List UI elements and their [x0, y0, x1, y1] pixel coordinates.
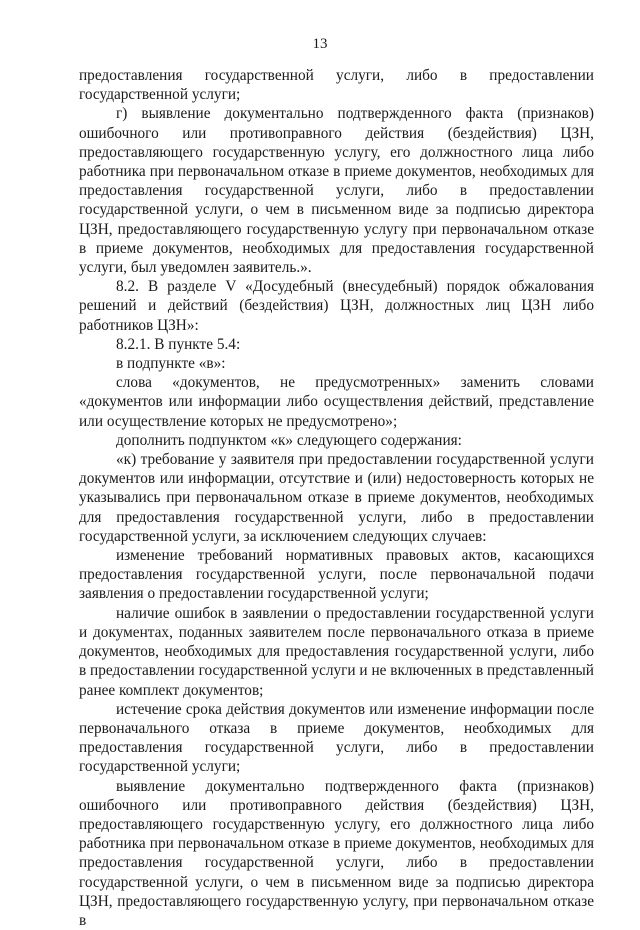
paragraph-5: в подпункте «в»:	[116, 355, 226, 373]
paragraph-3: 8.2. В разделе V «Досудебный (внесудебный) порядок обжалования решений и действий (бездействия) ЦЗН, должностных лиц ЦЗН либо работников ЦЗН»:	[79, 278, 594, 334]
paragraph-12: выявление документально подтвержденного факта (признаков) ошибочного или противоправного действия (бездействия) ЦЗН, предоставляющего государственную услугу, его должностного лица либо работника при первоначальном отказе в приеме документов, необходимых для предоставления государственной услуги, либо в предоставлении государственной услуги, о чем в письменном виде за подписью директора ЦЗН, предоставляющего государственную услугу, при первоначальном отказе в	[79, 777, 594, 929]
paragraph-8: «к) требование у заявителя при предоставлении государственной услуги документов или информации, отсутствие и (или) недостоверность которых не указывались при первоначальном отказе в приеме документов, необходимых для предоставления государственной услуги, либо в предоставлении государственной услуги, за исключением следующих случаев:	[79, 451, 594, 545]
paragraph-4: 8.2.1. В пункте 5.4:	[116, 335, 241, 353]
document-body	[79, 66, 594, 930]
paragraph-7: дополнить подпунктом «к» следующего содержания:	[116, 431, 462, 449]
paragraph-9: изменение требований нормативных правовых актов, касающихся предоставления государственной услуги, после первоначальной подачи заявления о предоставлении государственной услуги;	[79, 547, 594, 603]
page-number: 13	[312, 36, 328, 52]
paragraph-6: слова «документов, не предусмотренных» заменить словами «документов или информации либо осуществления действий, представление или осуществление которых не предусмотрено»;	[79, 374, 594, 430]
paragraph-11: истечение срока действия документов или изменение информации после первоначального отказа в приеме документов, необходимых для предоставления государственной услуги, либо в предоставлении государственной услуги;	[79, 700, 594, 776]
paragraph-10: наличие ошибок в заявлении о предоставлении государственной услуги и документах, поданных заявителем после первоначального отказа в приеме документов, необходимых для предоставления государственной услуги, либо в предоставлении государственной услуги и не включенных в представленный ранее комплект документов;	[79, 604, 594, 699]
paragraph-2: г) выявление документально подтвержденного факта (признаков) ошибочного или противоправного действия (бездействия) ЦЗН, предоставляющего государственную услугу, его должностного лица либо работника при первоначальном отказе в приеме документов, необходимых для предоставления государственной услуги, либо в предоставлении государственной услуги, о чем в письменном виде за подписью директора ЦЗН, предоставляющего государственную услугу при первоначальном отказе в приеме документов, необходимых для предоставления государственной услуги, был уведомлен заявитель.».	[79, 105, 594, 277]
paragraph-1: предоставления государственной услуги, либо в предоставлении государственной услуги;	[79, 67, 594, 104]
